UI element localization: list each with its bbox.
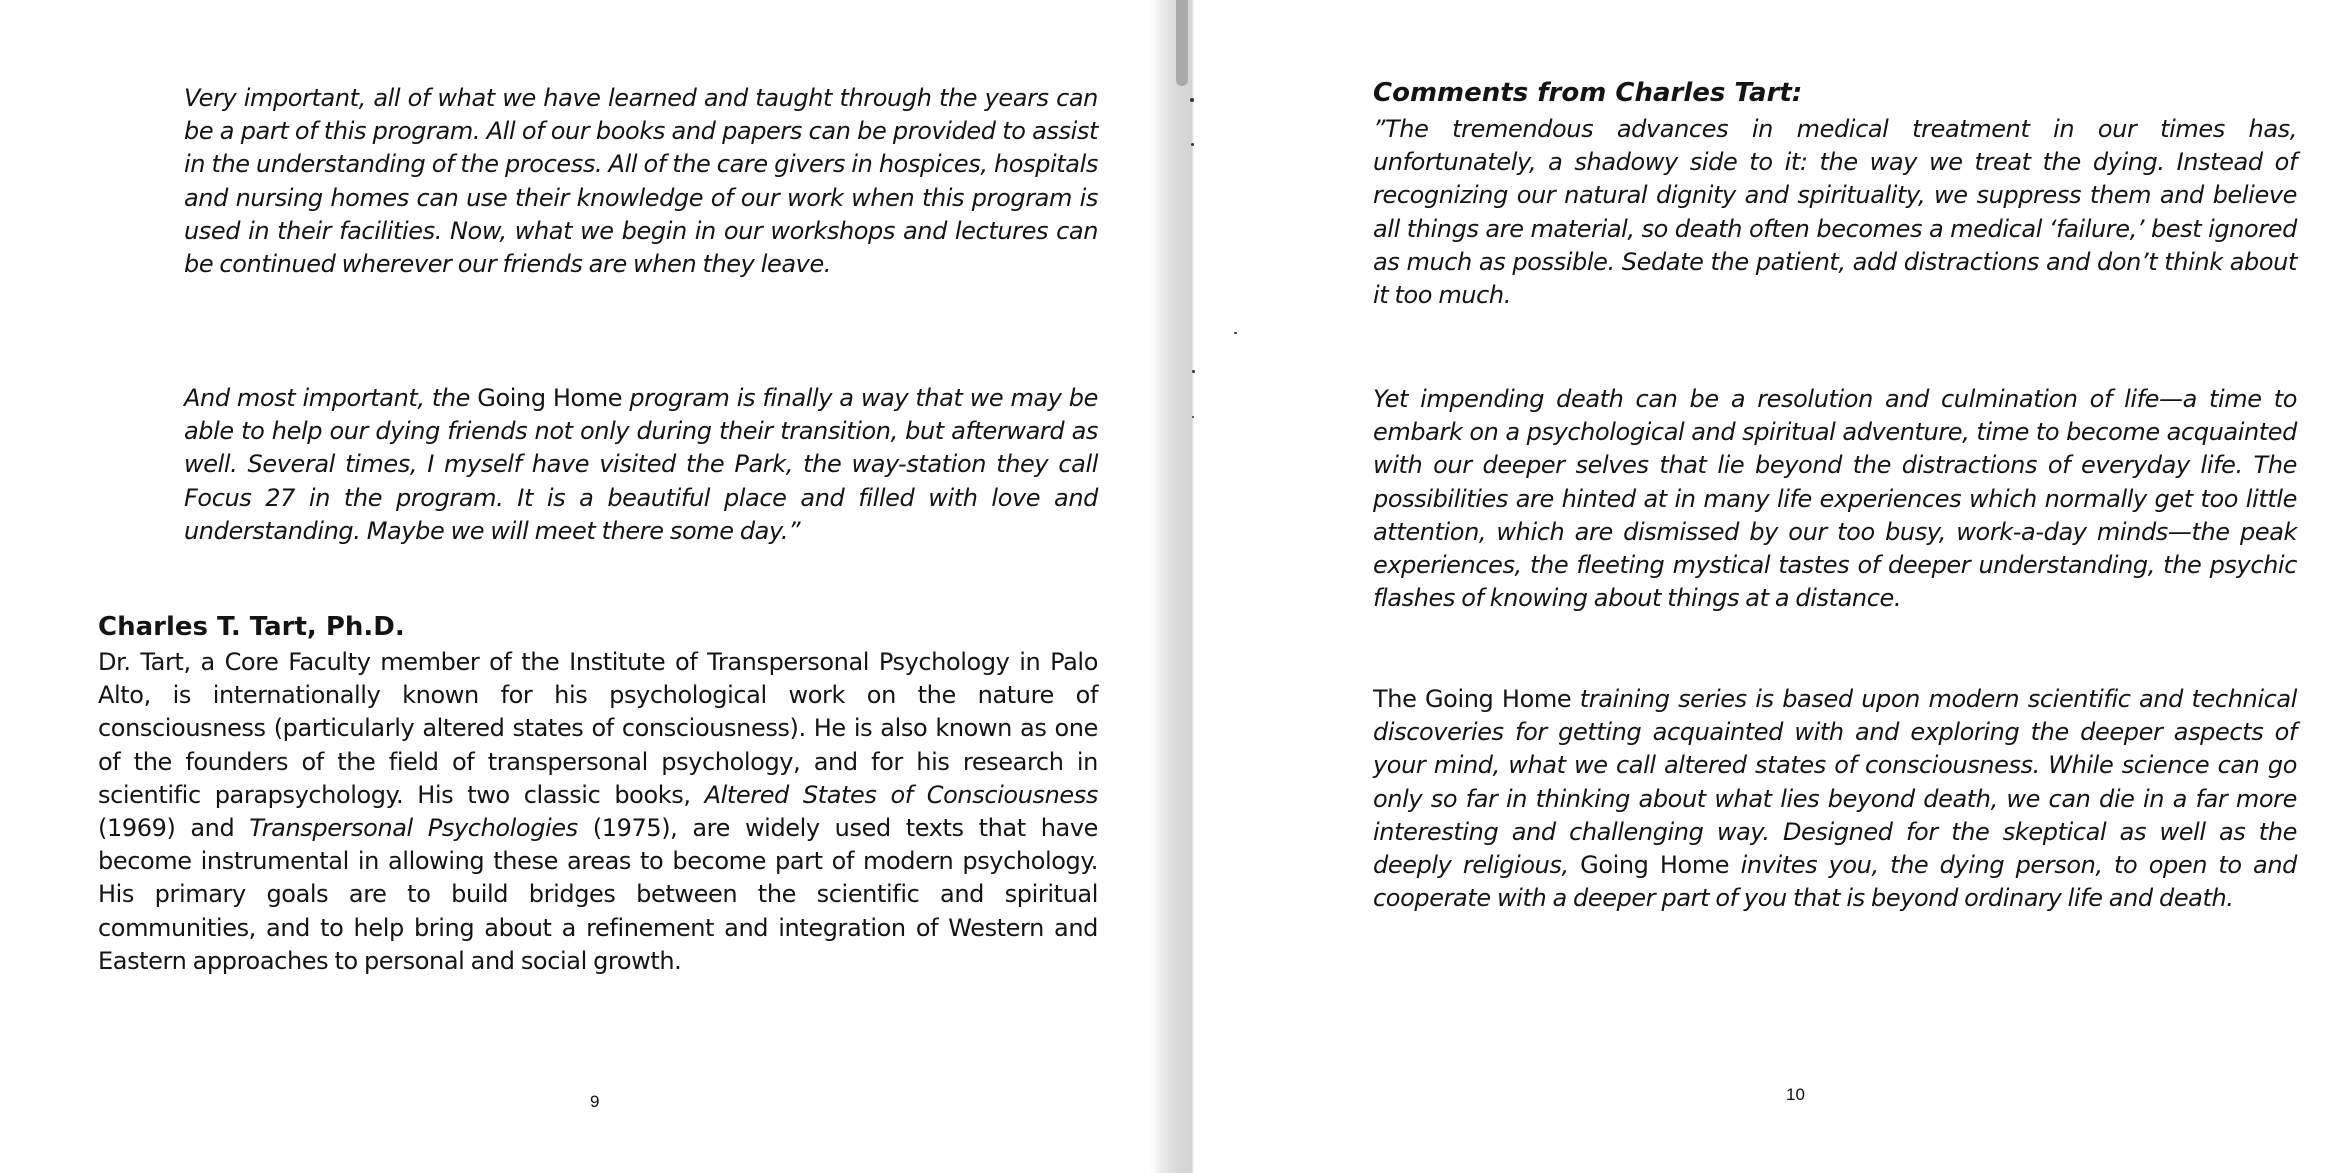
text-run: Dr. Tart, a Core Faculty member of the Institute of Transpersonal Psychology in Palo Alto, is internationally known for his psychological work on the nature of consciousness (particularly altered states of consciousness). He is also known as one of the founders of the field of transpersonal psychology, and for his research in scientific parapsychology. His two classic books, [98, 648, 1098, 809]
left-paragraph-2 [184, 382, 1098, 548]
text-run: Transpersonal Psychologies [249, 814, 578, 843]
page-number-left: 9 [590, 1092, 600, 1111]
right-paragraph-1 [1373, 113, 2297, 312]
text-run: program is finally a way that we may be able to help our dying friends not only during their transition, but afterward as well. Several times, I myself have visited the Park, the way-station they call Focus 27 in the program. It is a beautiful place and filled with love and understanding. Maybe we will meet there some day.” [184, 384, 1099, 545]
text-run: And most important, the [184, 384, 478, 412]
text-run: Going Home [1580, 851, 1730, 880]
text-run: (1969) and [98, 814, 250, 843]
left-paragraph-1 [184, 82, 1098, 281]
text-run: Going Home [477, 384, 623, 412]
text-run: invites you, the dying person, to open to and cooperate with a deeper part of you that is beyond ordinary life and death. [1373, 851, 2298, 913]
text-run: Very important, all of what we have learned and taught through the years can be a part of this program. All of our books and papers can be provided to assist in the understanding of the process. All of the care givers in hospices, hospitals and nursing homes can use their knowledge of our work when this program is used in their facilities. Now, what we begin in our workshops and lectures can be continued wherever our friends are when they leave. [184, 84, 1098, 279]
text-run: training series is based upon modern scientific and technical discoveries for getting acquainted with and exploring the deeper aspects of your mind, what we call altered states of consciousness. While science can go only so far in thinking about what lies beyond death, we can die in a far more interesting and challenging way. Designed for the skeptical as well as the deeply religious, [1373, 685, 2297, 880]
right-paragraph-2 [1373, 383, 2297, 615]
right-paragraph-3 [1373, 683, 2297, 915]
right-page [1194, 0, 2337, 1173]
text-run: The Going Home [1373, 685, 1572, 713]
binding-gutter [1150, 0, 1194, 1173]
text-run: ”The tremendous advances in medical treatment in our times has, unfortunately, a shadowy side to it: the way we treat the dying. Instead of recognizing our natural dignity and spirituality, we suppress them and believe all things are material, so death often becomes a medical ‘failure,’ best ignored as much as possible. Sedate the patient, add distractions and don’t think about it too much. [1373, 115, 2297, 310]
text-run: (1975), are widely used texts that have become instrumental in allowing these areas to become part of modern psychology. His primary goals are to build bridges between the scientific and spiritual communities, and to help bring about a refinement and integration of Western and Eastern approaches to personal and social growth. [98, 814, 1098, 975]
comments-heading: Comments from Charles Tart: [1373, 78, 1803, 108]
text-run: Yet impending death can be a resolution and culmination of life—a time to embark on a psychological and spiritual adventure, time to become acquainted with our deeper selves that lie beyond the distractions of everyday life. The possibilities are hinted at in many life experiences which normally get too little attention, which are dismissed by our too busy, work-a-day minds—the peak experiences, the fleeting mystical tastes of deeper understanding, the psychic flashes of knowing about things at a distance. [1373, 385, 2297, 613]
text-run: Altered States of Consciousness [704, 780, 1098, 809]
left-page [0, 0, 1150, 1173]
bio-heading: Charles T. Tart, Ph.D. [98, 612, 405, 642]
page-number-right: 10 [1786, 1085, 1805, 1104]
binding-shadow [1176, 0, 1188, 86]
bio-paragraph [98, 646, 1098, 978]
